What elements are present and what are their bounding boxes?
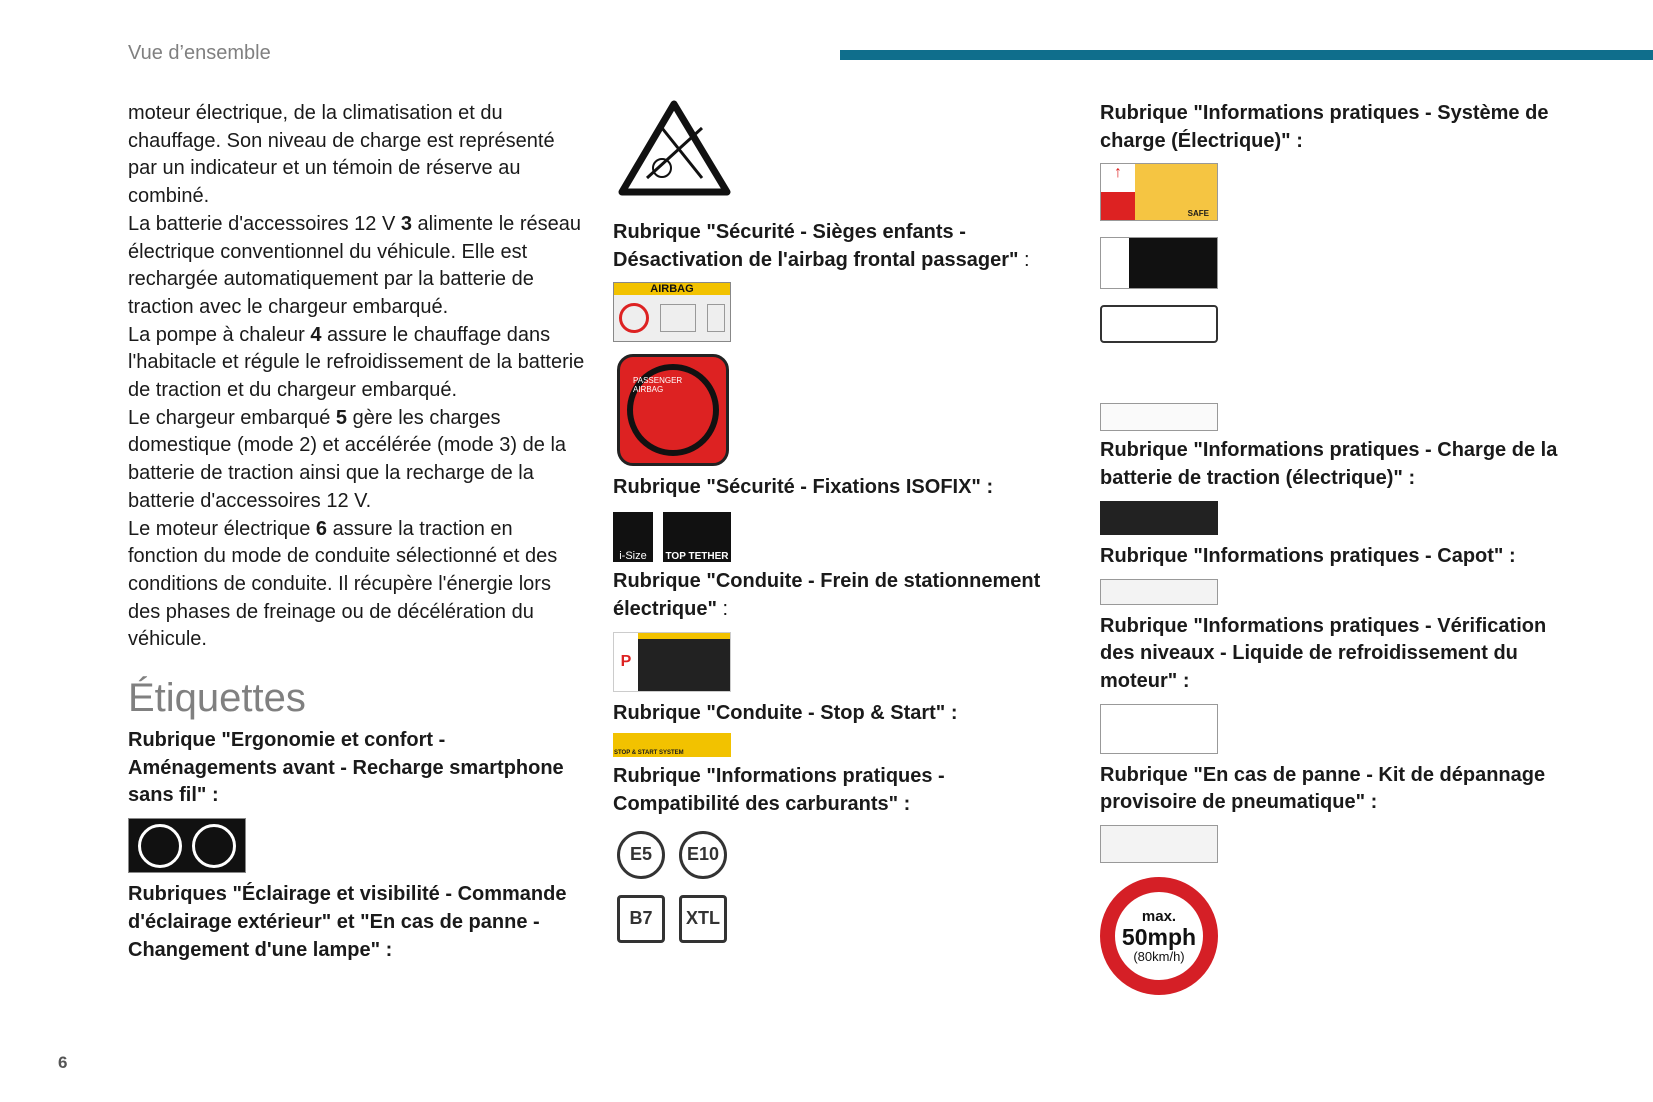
- airbag-label: AIRBAG: [613, 282, 731, 342]
- charge-status-label: [1100, 237, 1218, 289]
- parking-brake-label: P: [613, 632, 731, 692]
- passenger-airbag-label: PASSENGER AIRBAG: [617, 354, 729, 466]
- header-bar: [840, 50, 1653, 60]
- fuel-b7: B7: [617, 895, 665, 943]
- right-column: [1100, 100, 1560, 995]
- paragraph: Le chargeur embarqué 5 gère les charges domestique (mode 2) et accélérée (mode 3) de la batterie de traction ainsi que la recharge de la batterie d'accessoires 12 V.: [128, 406, 567, 512]
- section-title: Vue d’ensemble: [128, 42, 271, 64]
- rubric: Rubrique "Informations pratiques - Compatibilité des carburants" :: [613, 765, 945, 815]
- rubric: Rubrique "Informations pratiques - Vérification des niveaux - Liquide de refroidissement du moteur" :: [1100, 614, 1547, 692]
- rubric: Rubriques "Éclairage et visibilité - Commande d'éclairage extérieur" et "En cas de panne - Changement d'une lampe" :: [128, 883, 567, 961]
- isofix-labels: [613, 512, 1073, 562]
- rubric: Rubrique "Ergonomie et confort - Aménagements avant - Recharge smartphone sans fil" :: [128, 729, 564, 807]
- top-tether-label: TOP TETHER: [663, 512, 731, 562]
- paragraph: La batterie d'accessoires 12 V 3 alimente le réseau électrique conventionnel du véhicule. Elle est rechargée automatiquement par la batterie de traction avec le chargeur embarqué.: [128, 212, 581, 318]
- rubric: Rubrique "Conduite - Stop & Start" :: [613, 701, 958, 724]
- heading-etiquettes: Étiquettes: [128, 676, 306, 721]
- no-phone-icon: [138, 824, 182, 868]
- rubric: Rubrique "Informations pratiques - Charge de la batterie de traction (électrique)" :: [1100, 439, 1558, 490]
- fuel-xtl: XTL: [679, 895, 727, 943]
- left-column: [128, 100, 588, 964]
- no-child-seat-icon: [619, 303, 649, 333]
- warning-pictograms-label: [1100, 403, 1218, 431]
- rubric: Rubrique "Sécurité - Sièges enfants - Désactivation de l'airbag frontal passager" :: [613, 221, 1030, 271]
- warning-triangle-icon: [617, 98, 732, 198]
- fuel-labels: [617, 831, 1073, 879]
- middle-column: [613, 98, 1073, 943]
- speed-limit-sign: max. 50mph (80km/h): [1100, 877, 1218, 995]
- rubric: Rubrique "En cas de panne - Kit de dépannage provisoire de pneumatique" :: [1100, 763, 1546, 814]
- stop-start-label: STOP & START SYSTEM: [613, 733, 731, 757]
- paragraph: moteur électrique, de la climatisation et du chauffage. Son niveau de charge est représenté par un indicateur et un témoin de réserve au combiné.: [128, 102, 555, 208]
- rubric: Rubrique "Conduite - Frein de stationnement électrique" :: [613, 570, 1041, 620]
- traction-battery-label: [1100, 501, 1218, 535]
- kc-book-label: [1100, 305, 1218, 343]
- page-number: 6: [58, 1053, 68, 1072]
- rubric: Rubrique "Sécurité - Fixations ISOFIX" :: [613, 476, 994, 499]
- fuel-e5: E5: [617, 831, 665, 879]
- charging-system-label: ↑ SAFE: [1100, 163, 1218, 221]
- bonnet-label: [1100, 579, 1218, 605]
- coolant-label: [1100, 704, 1218, 754]
- rubric: Rubrique "Informations pratiques - Capot" :: [1100, 544, 1516, 567]
- tyre-kit-label: [1100, 825, 1218, 863]
- paragraph: La pompe à chaleur 4 assure le chauffage dans l'habitacle et régule le refroidissement de la batterie de traction et du chargeur embarqué.: [128, 323, 585, 402]
- isize-label: i-Size: [613, 512, 653, 562]
- rubric: Rubrique "Informations pratiques - Système de charge (Électrique)" :: [1100, 102, 1549, 152]
- wireless-charging-label: [128, 818, 246, 873]
- fuel-e10: E10: [679, 831, 727, 879]
- no-coin-icon: [192, 824, 236, 868]
- paragraph: Le moteur électrique 6 assure la traction en fonction du mode de conduite sélectionné et des conditions de conduite. Il récupère l'énergie lors des phases de freinage ou de décélération du véhicule.: [128, 517, 558, 651]
